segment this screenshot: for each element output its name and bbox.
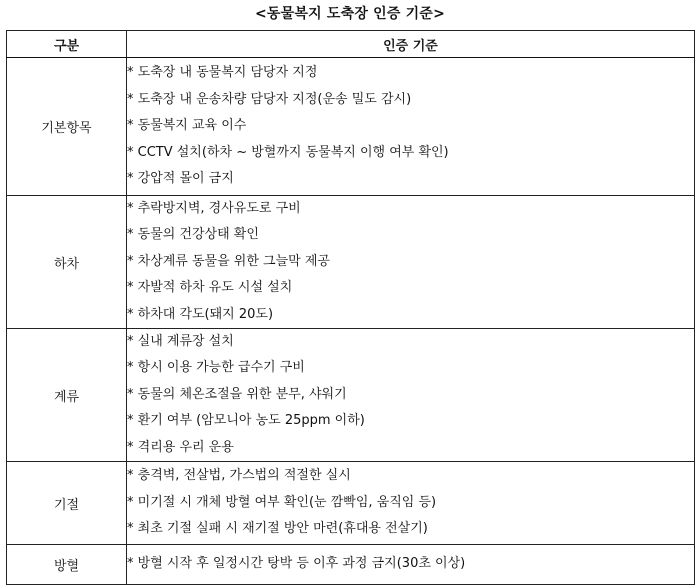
criteria-basic <box>127 58 695 196</box>
table-row-unloading <box>7 196 695 329</box>
criteria-item: * 강압적 몰이 금지 <box>127 171 234 187</box>
criteria-item: * 추락방지벽, 경사유도로 구비 <box>127 201 301 216</box>
criteria-item: * 도축장 내 동물복지 담당자 지정 <box>127 65 318 81</box>
header-category: 구분 <box>7 31 127 58</box>
criteria-item: * 미기절 시 개체 방혈 여부 확인(눈 깜빡임, 움직임 등) <box>127 494 437 510</box>
table-row-basic <box>7 58 695 196</box>
table-row-stunning <box>7 462 695 545</box>
category-bleeding: 방혈 <box>7 545 127 585</box>
criteria-item: * 최초 기절 실패 시 재기절 방안 마련(휴대용 전살기) <box>127 521 428 537</box>
criteria-item: * 방혈 시작 후 일정시간 탕박 등 이후 과정 금지(30초 이상) <box>127 556 466 572</box>
category-unloading: 하차 <box>7 196 127 329</box>
criteria-item: * 하차대 각도(돼지 20도) <box>127 306 274 322</box>
table-row-bleeding <box>7 545 695 585</box>
criteria-unloading <box>127 196 695 329</box>
document-title: <동물복지 도축장 인증 기준> <box>254 6 446 22</box>
category-stunning: 기절 <box>7 462 127 545</box>
criteria-item: * 동물의 건강상태 확인 <box>127 227 259 243</box>
criteria-lairage <box>127 329 695 462</box>
criteria-bleeding <box>127 545 695 585</box>
criteria-item: * CCTV 설치(하차 ~ 방혈까지 동물복지 이행 여부 확인) <box>127 144 449 160</box>
criteria-stunning <box>127 462 695 545</box>
criteria-item: * 실내 계류장 설치 <box>127 334 234 350</box>
header-criteria: 인증 기준 <box>127 31 695 58</box>
criteria-item: * 환기 여부 (암모니아 농도 25ppm 이하) <box>127 413 365 429</box>
criteria-item: * 도축장 내 운송차량 담당자 지정(운송 밀도 감시) <box>127 91 412 107</box>
table-header-row <box>7 31 695 58</box>
criteria-item: * 차상계류 동물을 위한 그늘막 제공 <box>127 253 330 269</box>
category-basic: 기본항목 <box>7 58 127 196</box>
criteria-item: * 자발적 하차 유도 시설 설치 <box>127 280 293 296</box>
criteria-item: * 격리용 우리 운용 <box>127 439 234 455</box>
certification-criteria-table <box>6 30 695 585</box>
criteria-item: * 충격벽, 전살법, 가스법의 적절한 실시 <box>127 468 351 484</box>
criteria-item: * 항시 이용 가능한 급수기 구비 <box>127 360 305 376</box>
category-lairage: 계류 <box>7 329 127 462</box>
criteria-item: * 동물복지 교육 이수 <box>127 118 247 134</box>
criteria-item: * 동물의 체온조절을 위한 분무, 샤워기 <box>127 386 347 402</box>
table-row-lairage <box>7 329 695 462</box>
